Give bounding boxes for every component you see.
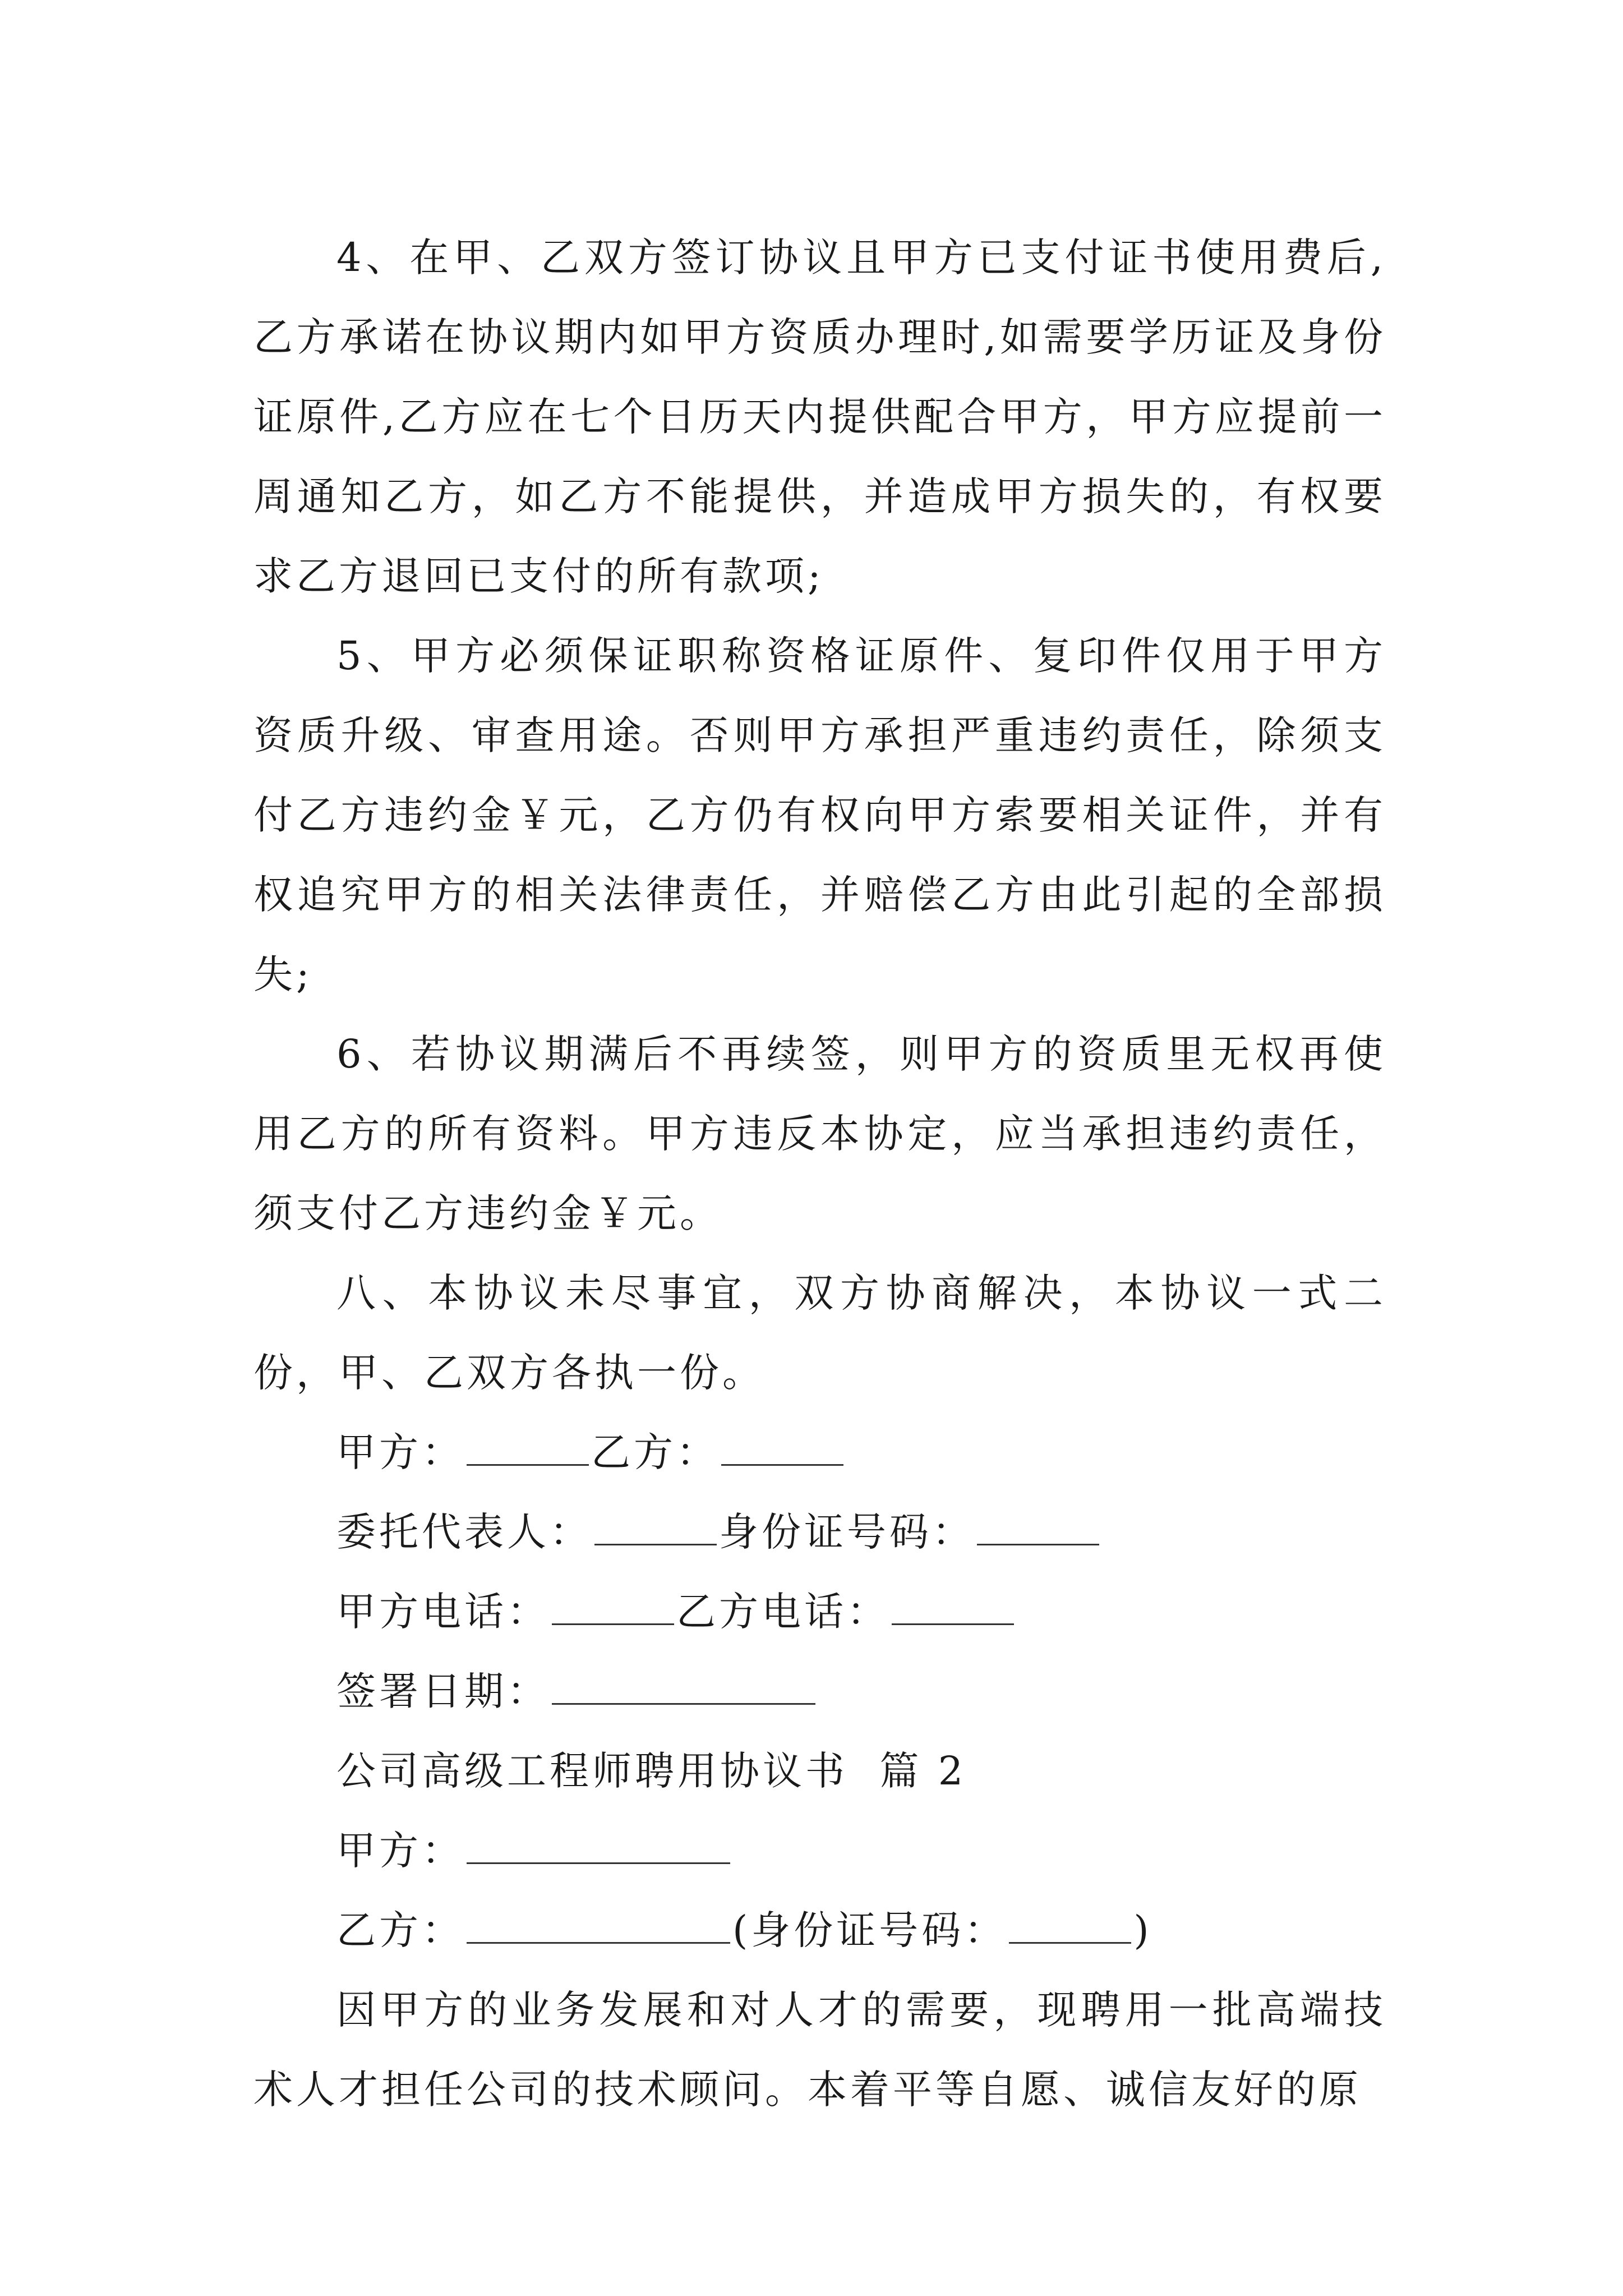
- clause-8: 八、本协议未尽事宜，双方协商解决，本协议一式二份，甲、乙双方各执一份。: [253, 1270, 1386, 1396]
- party-a-blank: [467, 1430, 589, 1466]
- section-2-id-close: ): [1133, 1907, 1152, 1953]
- party-b-phone-blank: [892, 1590, 1014, 1625]
- id-number-blank: [977, 1510, 1099, 1545]
- section-2-party-a-line: [253, 1811, 1386, 1890]
- section-2-id-blank: [1009, 1908, 1131, 1944]
- party-b-phone-label: 乙方电话：: [676, 1589, 889, 1635]
- representative-line: [253, 1492, 1386, 1572]
- document-body: [253, 218, 1386, 2129]
- party-a-phone-blank: [552, 1590, 674, 1625]
- id-number-label: 身份证号码：: [719, 1509, 975, 1555]
- section-2-party-b-line: [253, 1890, 1386, 1970]
- party-b-label: 乙方：: [591, 1429, 719, 1475]
- representative-label: 委托代表人：: [336, 1509, 592, 1555]
- phone-line: [253, 1572, 1386, 1651]
- section-2-id-open: (身份证号码：: [732, 1907, 1007, 1953]
- sign-date-line: [253, 1651, 1386, 1731]
- sign-date-blank: [552, 1669, 815, 1705]
- section-2-title: 公司高级工程师聘用协议书 篇 2: [336, 1748, 967, 1794]
- clause-5: 5、甲方必须保证职称资格证原件、复印件仅用于甲方资质升级、审查用途。否则甲方承担严重违约责任，除须支付乙方违约金￥元，乙方仍有权向甲方索要相关证件，并有权追究甲方的相关法律责任，并赔偿乙方由此引起的全部损失;: [253, 633, 1386, 997]
- party-b-blank: [721, 1430, 843, 1466]
- party-a-phone-label: 甲方电话：: [336, 1589, 550, 1635]
- section-2-party-b-blank: [467, 1908, 730, 1944]
- section-2-intro: 因甲方的业务发展和对人才的需要，现聘用一批高端技术人才担任公司的技术顾问。本着平等自愿、诚信友好的原: [253, 1987, 1386, 2113]
- section-2-party-a-label: 甲方：: [336, 1828, 464, 1874]
- section-2-party-b-label: 乙方：: [336, 1907, 464, 1953]
- clause-6: 6、若协议期满后不再续签，则甲方的资质里无权再使用乙方的所有资料。甲方违反本协定，应当承担违约责任，须支付乙方违约金￥元。: [253, 1031, 1386, 1236]
- representative-blank: [594, 1510, 717, 1545]
- party-a-label: 甲方：: [336, 1429, 464, 1475]
- sign-date-label: 签署日期：: [336, 1668, 550, 1714]
- signature-parties-line: [253, 1412, 1386, 1492]
- clause-4: 4、在甲、乙双方签订协议且甲方已支付证书使用费后,乙方承诺在协议期内如甲方资质办理时,如需要学历证及身份证原件,乙方应在七个日历天内提供配合甲方，甲方应提前一周通知乙方，如乙方不能提供，并造成甲方损失的，有权要求乙方退回已支付的所有款项;: [253, 234, 1386, 599]
- section-2-party-a-blank: [467, 1829, 730, 1864]
